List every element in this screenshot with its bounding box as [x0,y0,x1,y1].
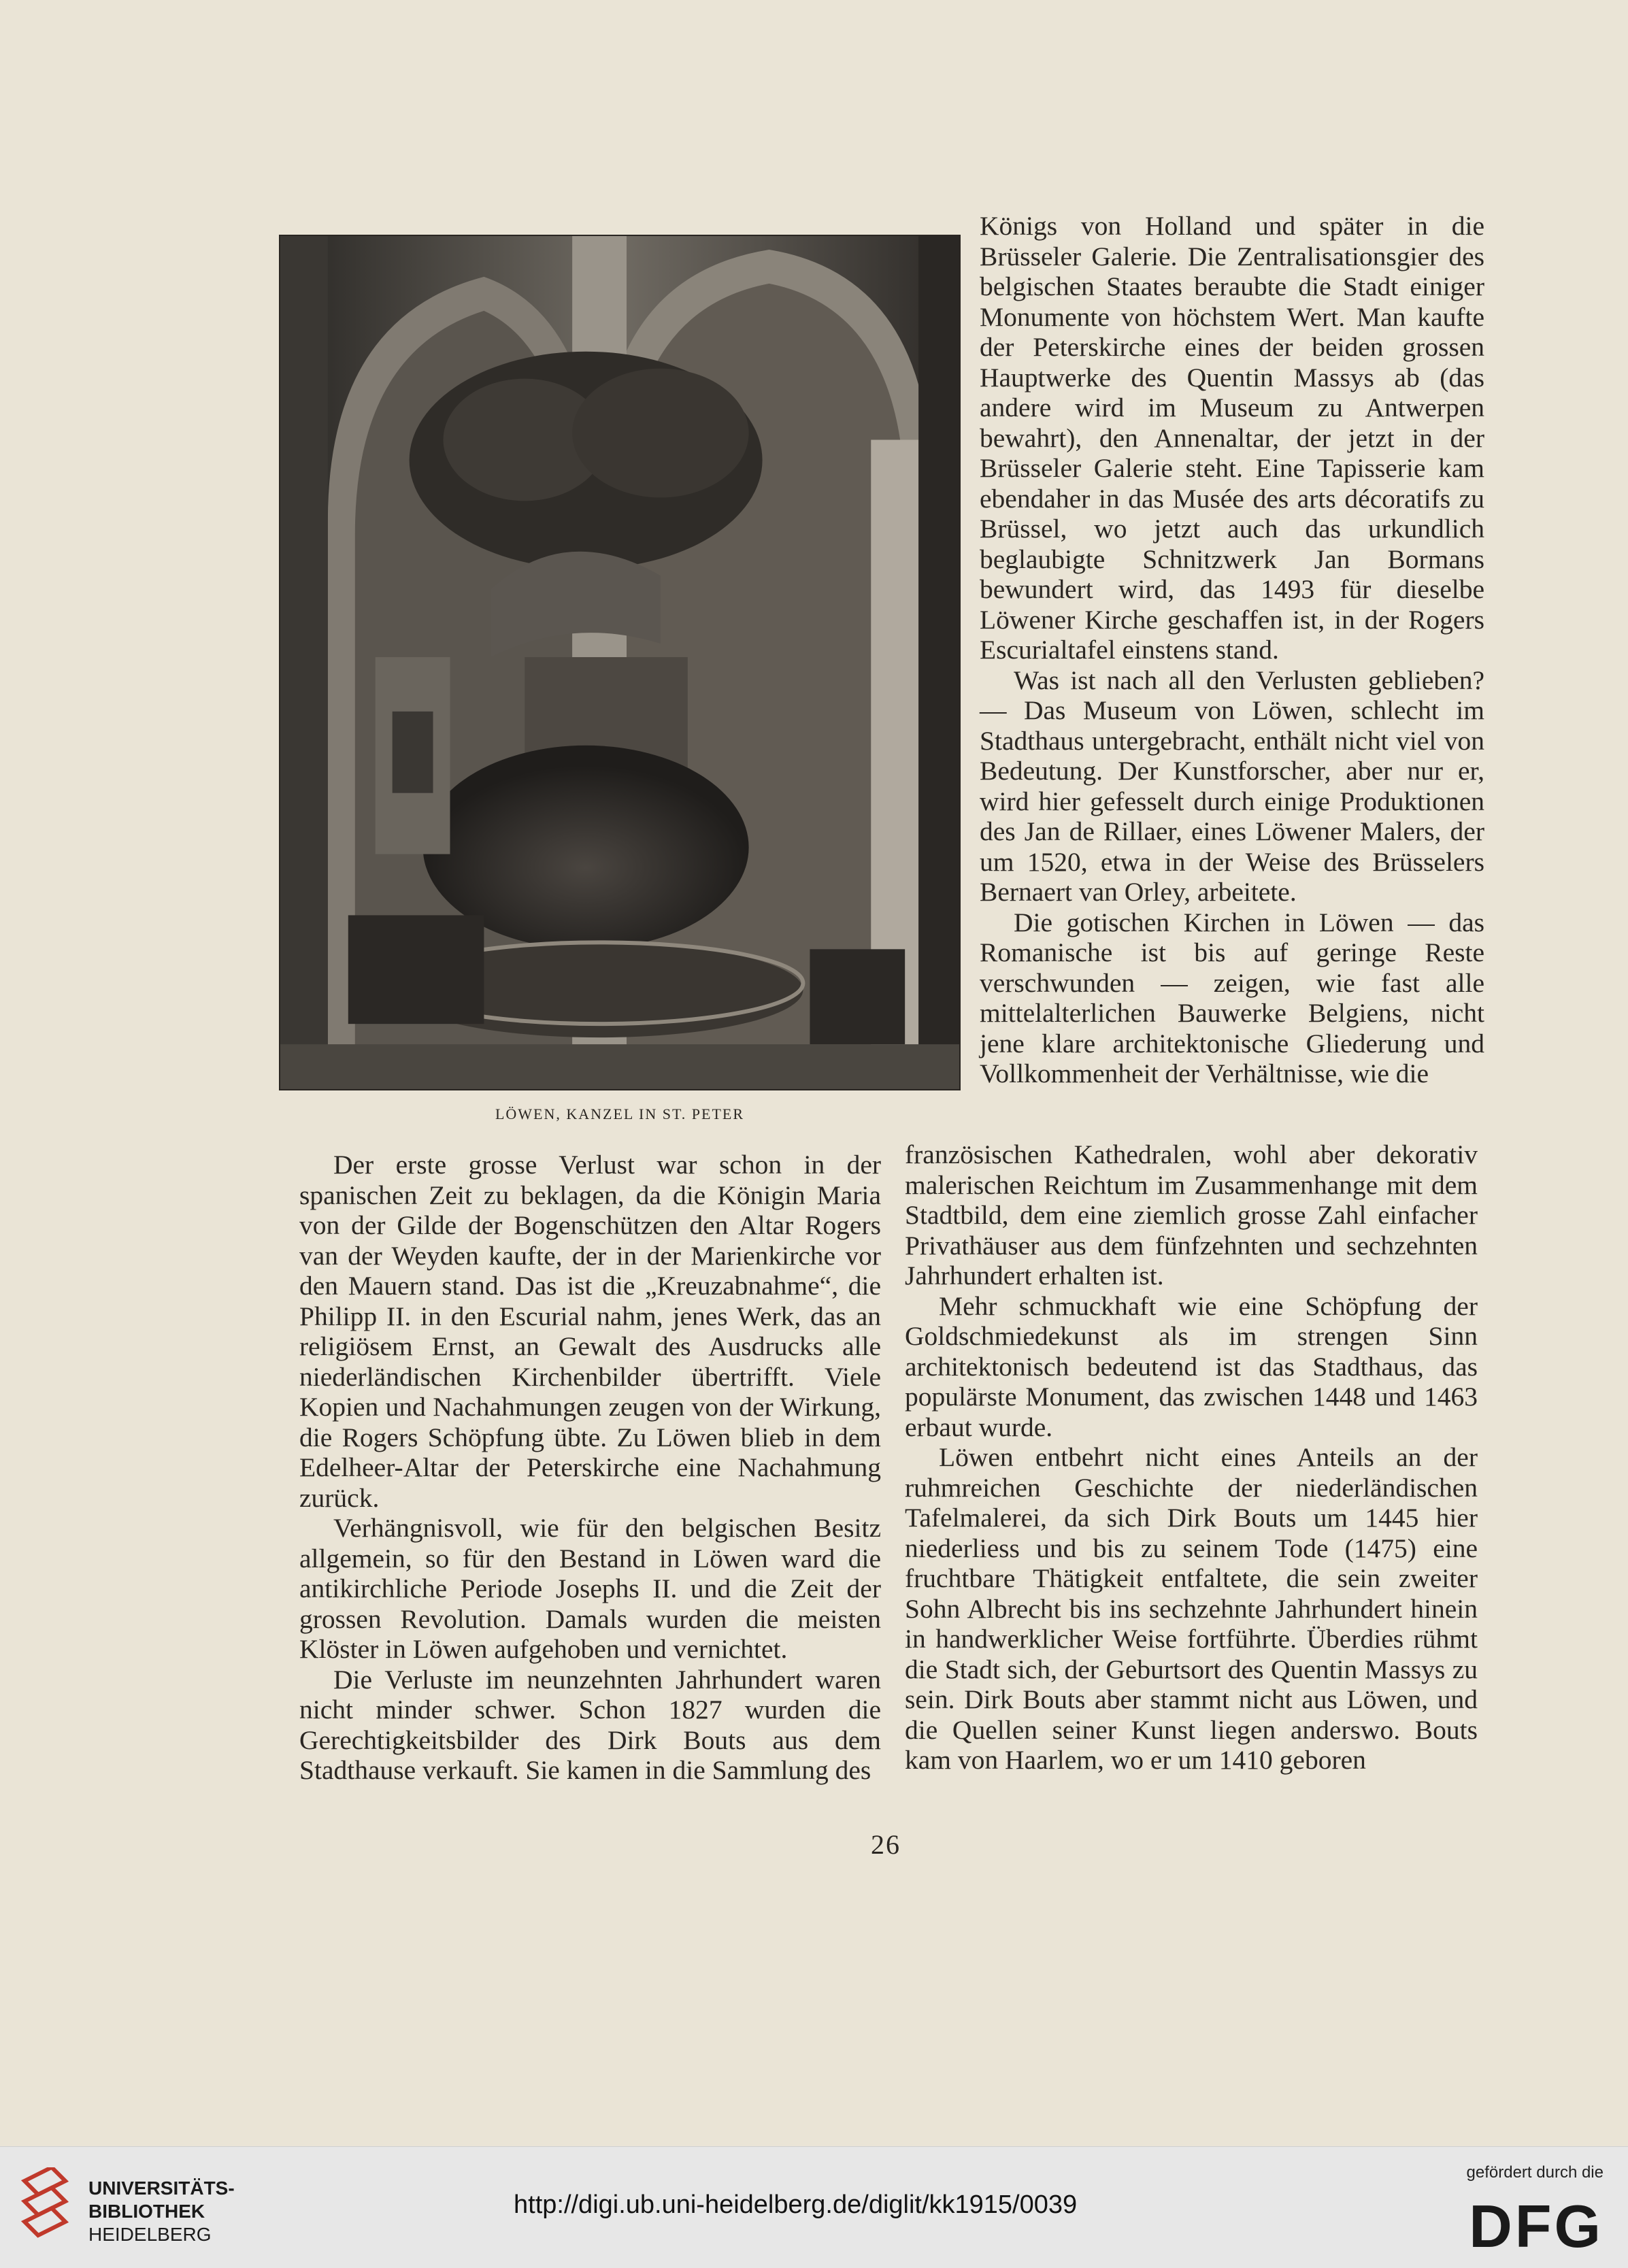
university-library-name[interactable] [88,2177,235,2246]
pulpit-photograph [279,235,961,1090]
pulpit-photo-illustration [280,236,959,1089]
page-number: 26 [871,1829,901,1860]
paragraph: Die Verluste im neunzehnten Jahrhundert waren nicht minder schwer. Schon 1827 wurden die Gerechtigkeitsbilder des Dirk Bouts aus dem Stadthause verkauft. Sie kamen in die Sammlung des [299,1664,881,1785]
right-column-bottom [905,1139,1478,1775]
university-library-logo-icon[interactable] [18,2167,76,2242]
permalink-url[interactable]: http://digi.ub.uni-heidelberg.de/diglit/kk1915/0039 [514,2190,1078,2219]
left-column [299,1150,881,1786]
paragraph: Was ist nach all den Verlusten geblieben? — Das Museum von Löwen, schlecht im Stadthaus untergebracht, enthält nicht viel von Bedeutung. Der Kunstforscher, aber nur er, wird hier gefesselt durch einige Produktionen des Jan de Rillaer, eines Löwener Malers, der um 1520, etwa in der Weise des Brüsselers Bernaert van Orley, arbeitete. [980,665,1484,907]
logo-line: UNIVERSITÄTS- [88,2178,235,2199]
paragraph: französischen Kathedralen, wohl aber dekorativ malerischen Reichtum im Zusammenhange mit dem Stadtbild, dem eine ziemlich grosse Zahl einfacher Privathäuser aus dem fünfzehnten und sechzehnten Jahrhundert erhalten ist. [905,1139,1478,1290]
paragraph: Der erste grosse Verlust war schon in der spanischen Zeit zu beklagen, da die Königin Maria von der Gilde der Bogenschützen den Altar Rogers van der Weyden kaufte, der in der Marienkirche vor den Mauern stand. Das ist die „Kreuzabnahme“, die Philipp II. in den Escurial nahm, jenes Werk, das an religiösem Ernst, an Gewalt des Ausdrucks alle niederländischen Kirchenbilder übertrifft. Viele Kopien und Nachahmungen zeugen von der Wirkung, die Rogers Schöpfung übte. Zu Löwen blieb in dem Edelheer-Altar der Peterskirche eine Nachahmung zurück. [299,1150,881,1513]
logo-line: HEIDELBERG [88,2224,212,2245]
paragraph: Löwen entbehrt nicht eines Anteils an der ruhmreichen Geschichte der niederländischen Tafelmalerei, da sich Dirk Bouts um 1445 hier niederliess und bis zu seinem Tode (1475) eine fruchtbare Thätigkeit entfaltete, die sein zweiter Sohn Albrecht bis ins sechzehnte Jahrhundert hinein in handwerklicher Weise fortführte. Überdies rühmt die Stadt sich, der Geburtsort des Quentin Massys zu sein. Dirk Bouts aber stammt nicht aus Löwen, und die Quellen seiner Kunst liegen anderswo. Bouts kam von Haarlem, wo er um 1410 geboren [905,1442,1478,1775]
photo-caption: LÖWEN, KANZEL IN ST. PETER [495,1105,745,1122]
dfg-logo[interactable]: DFG [1469,2192,1604,2260]
right-column-top [980,211,1484,1089]
funding-note: gefördert durch die [1466,2163,1604,2182]
paragraph: Königs von Holland und später in die Brüsseler Galerie. Die Zentralisationsgier des belgischen Staates beraubte die Stadt einiger Monumente von höchstem Wert. Man kaufte der Peterskirche eines der beiden grossen Hauptwerke des Quentin Massys ab (das andere wird im Museum zu Antwerpen bewahrt), den Annenaltar, der jetzt in der Brüsseler Galerie steht. Eine Tapisserie kam ebendaher in das Musée des arts décoratifs zu Brüssel, wo jetzt auch das urkundlich beglaubigte Schnitzwerk Jan Bormans bewundert wird, das 1493 für dieselbe Löwener Kirche geschaffen ist, in der Rogers Escurialtafel einstens stand. [980,211,1484,665]
logo-line: BIBLIOTHEK [88,2201,205,2222]
footer-bar [0,2146,1628,2268]
paragraph: Mehr schmuckhaft wie eine Schöpfung der Goldschmiedekunst als im strengen Sinn architektonisch bedeutend ist das Stadthaus, das populärste Monument, das zwischen 1448 und 1463 erbaut wurde. [905,1290,1478,1442]
paragraph: Die gotischen Kirchen in Löwen — das Romanische ist bis auf geringe Reste verschwunden — zeigen, wie fast alle mittelalterlichen Bauwerke Belgiens, nicht jene klare architektonische Gliederung und Vollkommenheit der Verhältnisse, wie die [980,907,1484,1088]
paragraph: Verhängnisvoll, wie für den belgischen Besitz allgemein, so für den Bestand in Löwen ward die antikirchliche Periode Josephs II. und die Zeit der grossen Revolution. Damals wurden die meisten Klöster in Löwen aufgehoben und vernichtet. [299,1513,881,1664]
